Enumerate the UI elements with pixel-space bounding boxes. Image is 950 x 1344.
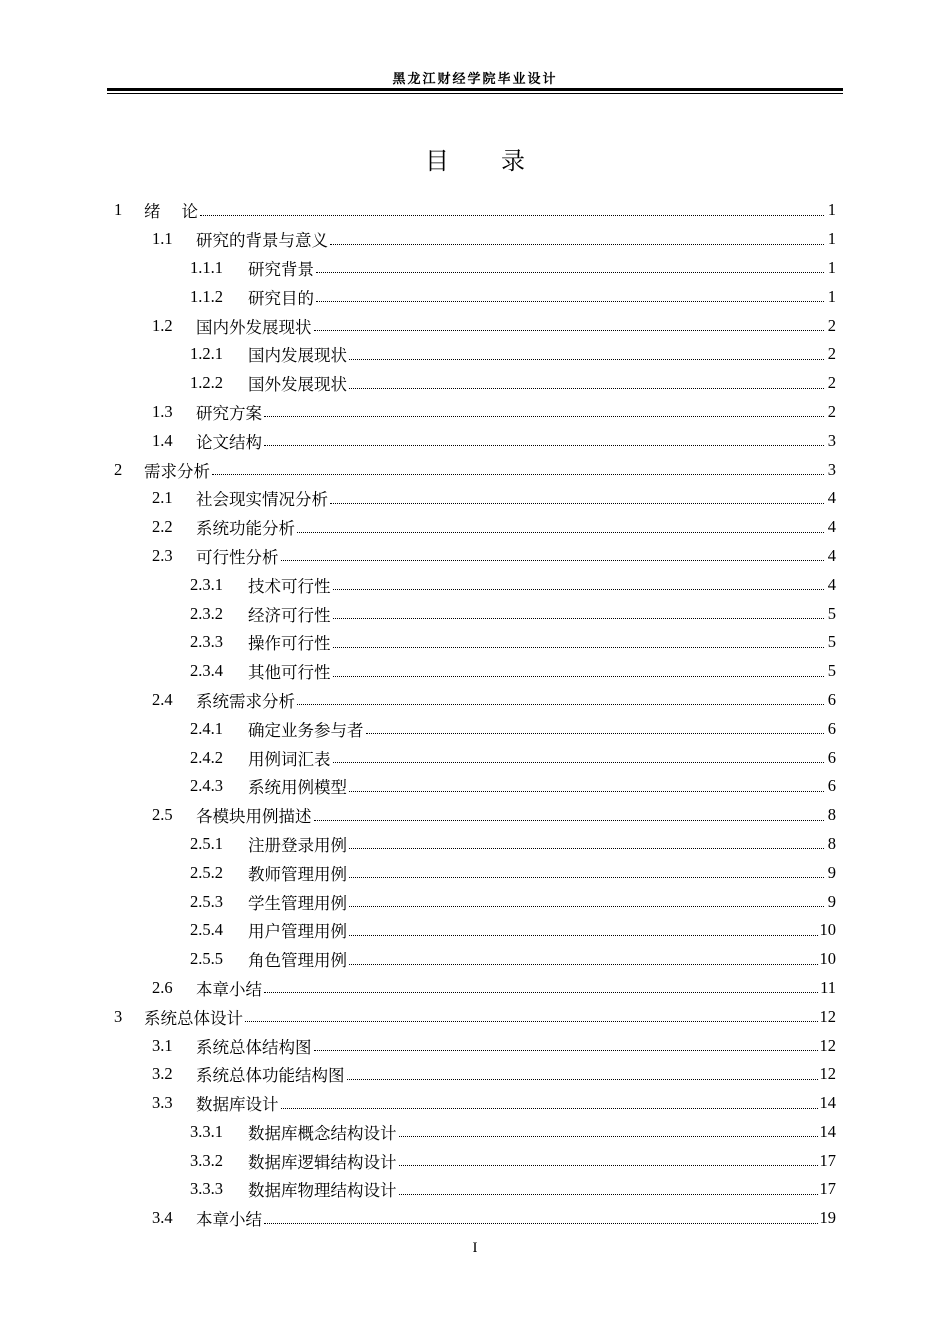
toc-entry-page: 10 [819, 920, 836, 940]
toc-entry-number: 3 [114, 1006, 123, 1026]
toc-entry-number: 1.1.2 [190, 286, 223, 306]
toc-entry[interactable] [0, 455, 950, 484]
toc-entry-number: 2.3.1 [190, 574, 223, 594]
toc-entry-page: 1 [827, 286, 836, 306]
toc-dot-leader [347, 1079, 818, 1080]
toc-entry-number: 1.3 [152, 401, 173, 421]
toc-dot-leader [349, 906, 824, 907]
toc-entry[interactable] [0, 369, 950, 398]
toc-entry[interactable] [0, 1002, 950, 1031]
toc-entry-title: 国内发展现状 [248, 346, 347, 366]
toc-entry[interactable] [0, 398, 950, 427]
toc-entry-title: 用户管理用例 [248, 922, 347, 942]
toc-entry[interactable] [0, 196, 950, 225]
toc-dot-leader [333, 762, 825, 763]
toc-entry[interactable] [0, 945, 950, 974]
toc-entry[interactable] [0, 801, 950, 830]
toc-entry[interactable] [0, 657, 950, 686]
toc-entry-number: 2.3 [152, 545, 173, 565]
toc-entry-page: 19 [819, 1208, 836, 1228]
toc-entry-page: 8 [827, 805, 836, 825]
toc-dot-leader [297, 532, 824, 533]
toc-entry-title: 数据库概念结构设计 [248, 1123, 397, 1143]
toc-dot-leader [399, 1136, 818, 1137]
toc-entry[interactable] [0, 916, 950, 945]
toc-entry[interactable] [0, 570, 950, 599]
toc-dot-leader [333, 676, 825, 677]
toc-entry-title: 数据库逻辑结构设计 [248, 1152, 397, 1172]
toc-dot-leader [366, 733, 825, 734]
toc-entry-page: 1 [827, 200, 836, 220]
toc-entry-number: 1 [114, 200, 123, 220]
toc-entry[interactable] [0, 282, 950, 311]
toc-dot-leader [281, 1108, 818, 1109]
toc-entry[interactable] [0, 1089, 950, 1118]
toc-entry-title: 研究目的 [248, 288, 314, 308]
toc-entry-page: 2 [827, 344, 836, 364]
toc-entry-number: 3.3.1 [190, 1121, 223, 1141]
toc-dot-leader [264, 1223, 818, 1224]
toc-entry-title: 研究的背景与意义 [196, 231, 328, 251]
toc-entry-page: 6 [827, 747, 836, 767]
toc-entry-page: 6 [827, 689, 836, 709]
toc-dot-leader [264, 992, 818, 993]
toc-entry[interactable] [0, 599, 950, 628]
toc-entry-number: 2.3.3 [190, 632, 223, 652]
toc-entry-number: 2.4.1 [190, 718, 223, 738]
toc-entry-title: 确定业务参与者 [248, 720, 364, 740]
toc-entry[interactable] [0, 1146, 950, 1175]
toc-entry-page: 3 [827, 459, 836, 479]
toc-entry-page: 3 [827, 430, 836, 450]
toc-entry[interactable] [0, 830, 950, 859]
header-rule-thick [107, 88, 843, 91]
toc-entry-page: 2 [827, 401, 836, 421]
toc-dot-leader [333, 589, 825, 590]
toc-dot-leader [330, 503, 824, 504]
toc-entry-title: 需求分析 [144, 461, 210, 481]
toc-entry-title: 系统总体功能结构图 [196, 1066, 345, 1086]
toc-entry-number: 3.3.3 [190, 1179, 223, 1199]
toc-entry-number: 1.4 [152, 430, 173, 450]
toc-entry-page: 14 [819, 1093, 836, 1113]
toc-entry-number: 3.3 [152, 1093, 173, 1113]
table-of-contents [0, 196, 950, 1233]
toc-entry-title: 社会现实情况分析 [196, 490, 328, 510]
toc-entry-number: 3.2 [152, 1064, 173, 1084]
toc-entry-page: 6 [827, 718, 836, 738]
toc-entry[interactable] [0, 974, 950, 1003]
toc-dot-leader [349, 877, 824, 878]
toc-entry-title: 本章小结 [196, 979, 262, 999]
toc-dot-leader [281, 560, 825, 561]
toc-entry-title: 经济可行性 [248, 605, 331, 625]
toc-dot-leader [212, 474, 824, 475]
toc-entry-title: 教师管理用例 [248, 864, 347, 884]
toc-entry-number: 2.5.4 [190, 920, 223, 940]
toc-entry[interactable] [0, 858, 950, 887]
header-rule-thin [107, 93, 843, 94]
toc-dot-leader [314, 820, 825, 821]
toc-entry[interactable] [0, 628, 950, 657]
toc-entry-number: 3.4 [152, 1208, 173, 1228]
toc-entry[interactable] [0, 887, 950, 916]
toc-entry-page: 5 [827, 661, 836, 681]
page-number: I [472, 1240, 478, 1256]
toc-dot-leader [349, 848, 824, 849]
toc-entry-title: 系统总体设计 [144, 1008, 243, 1028]
toc-title: 目录 [425, 147, 577, 175]
toc-dot-leader [330, 244, 824, 245]
page-header-title: 黑龙江财经学院毕业设计 [392, 72, 558, 87]
toc-entry-number: 2.3.2 [190, 603, 223, 623]
toc-dot-leader [264, 445, 824, 446]
toc-dot-leader [316, 301, 824, 302]
toc-entry-page: 1 [827, 257, 836, 277]
toc-entry-title: 论文结构 [196, 432, 262, 452]
toc-dot-leader [297, 704, 824, 705]
toc-entry-title: 国外发展现状 [248, 375, 347, 395]
toc-entry-number: 3.3.2 [190, 1150, 223, 1170]
toc-entry[interactable] [0, 686, 950, 715]
toc-entry[interactable] [0, 743, 950, 772]
toc-dot-leader [349, 791, 824, 792]
toc-entry-page: 2 [827, 315, 836, 335]
toc-entry-page: 1 [827, 229, 836, 249]
toc-dot-leader [333, 647, 825, 648]
toc-entry[interactable] [0, 513, 950, 542]
toc-dot-leader [316, 272, 824, 273]
toc-entry-number: 3.1 [152, 1035, 173, 1055]
toc-entry-page: 12 [819, 1064, 836, 1084]
toc-entry-page: 12 [819, 1006, 836, 1026]
toc-entry-number: 2 [114, 459, 123, 479]
toc-entry-number: 2.4 [152, 689, 173, 709]
toc-entry-number: 1.1.1 [190, 257, 223, 277]
toc-entry-title: 数据库设计 [196, 1095, 279, 1115]
toc-entry-title: 国内外发展现状 [196, 317, 312, 337]
toc-entry-number: 2.6 [152, 977, 173, 997]
toc-entry[interactable] [0, 254, 950, 283]
toc-dot-leader [349, 964, 818, 965]
toc-entry-title: 角色管理用例 [248, 951, 347, 971]
toc-entry[interactable] [0, 542, 950, 571]
toc-entry-page: 2 [827, 373, 836, 393]
toc-entry-page: 10 [819, 949, 836, 969]
toc-entry-number: 1.2.2 [190, 373, 223, 393]
toc-entry-page: 5 [827, 603, 836, 623]
toc-dot-leader [349, 388, 824, 389]
toc-entry-page: 12 [819, 1035, 836, 1055]
toc-entry-page: 5 [827, 632, 836, 652]
toc-entry-number: 1.2 [152, 315, 173, 335]
toc-entry-page: 4 [827, 488, 836, 508]
toc-dot-leader [200, 215, 824, 216]
toc-entry[interactable] [0, 1204, 950, 1233]
toc-entry-page: 17 [819, 1150, 836, 1170]
toc-dot-leader [314, 330, 825, 331]
toc-entry-page: 9 [827, 891, 836, 911]
toc-entry-title: 系统功能分析 [196, 519, 295, 539]
toc-entry-page: 9 [827, 862, 836, 882]
toc-entry-title: 系统用例模型 [248, 778, 347, 798]
toc-dot-leader [399, 1194, 818, 1195]
toc-entry-number: 2.4.2 [190, 747, 223, 767]
toc-entry-number: 2.5.3 [190, 891, 223, 911]
toc-entry-page: 8 [827, 833, 836, 853]
toc-entry[interactable] [0, 1060, 950, 1089]
toc-entry-title: 数据库物理结构设计 [248, 1181, 397, 1201]
toc-entry[interactable] [0, 1031, 950, 1060]
toc-entry-page: 4 [827, 574, 836, 594]
toc-entry-number: 2.5.2 [190, 862, 223, 882]
toc-entry-title: 技术可行性 [248, 576, 331, 596]
toc-entry-title: 注册登录用例 [248, 835, 347, 855]
toc-entry[interactable] [0, 340, 950, 369]
toc-dot-leader [245, 1021, 818, 1022]
toc-entry-title: 绪 论 [144, 202, 198, 222]
toc-entry[interactable] [0, 225, 950, 254]
toc-entry-title: 系统总体结构图 [196, 1037, 312, 1057]
toc-entry-title: 可行性分析 [196, 547, 279, 567]
toc-entry-number: 1.1 [152, 229, 173, 249]
toc-entry[interactable] [0, 714, 950, 743]
toc-entry-number: 2.1 [152, 488, 173, 508]
toc-dot-leader [314, 1050, 818, 1051]
toc-entry-number: 2.3.4 [190, 661, 223, 681]
toc-entry-number: 2.5 [152, 805, 173, 825]
toc-entry-title: 研究背景 [248, 259, 314, 279]
toc-entry-page: 17 [819, 1179, 836, 1199]
toc-entry[interactable] [0, 772, 950, 801]
toc-entry[interactable] [0, 484, 950, 513]
toc-entry-number: 2.5.5 [190, 949, 223, 969]
toc-entry-title: 用例词汇表 [248, 749, 331, 769]
toc-entry-number: 1.2.1 [190, 344, 223, 364]
toc-entry[interactable] [0, 1175, 950, 1204]
toc-entry-page: 4 [827, 517, 836, 537]
toc-entry-number: 2.2 [152, 517, 173, 537]
toc-entry[interactable] [0, 426, 950, 455]
toc-entry-page: 11 [820, 977, 836, 997]
toc-entry-title: 各模块用例描述 [196, 807, 312, 827]
toc-dot-leader [264, 416, 824, 417]
toc-entry-title: 操作可行性 [248, 634, 331, 654]
toc-entry-number: 2.5.1 [190, 833, 223, 853]
toc-entry-page: 6 [827, 776, 836, 796]
toc-entry-title: 其他可行性 [248, 663, 331, 683]
toc-dot-leader [349, 935, 818, 936]
toc-dot-leader [399, 1165, 818, 1166]
toc-dot-leader [333, 618, 825, 619]
toc-entry-title: 系统需求分析 [196, 691, 295, 711]
toc-entry-number: 2.4.3 [190, 776, 223, 796]
toc-entry-title: 学生管理用例 [248, 893, 347, 913]
toc-dot-leader [349, 359, 824, 360]
toc-entry-page: 14 [819, 1121, 836, 1141]
toc-entry[interactable] [0, 311, 950, 340]
toc-entry-page: 4 [827, 545, 836, 565]
toc-entry-title: 本章小结 [196, 1210, 262, 1230]
toc-entry[interactable] [0, 1118, 950, 1147]
toc-entry-title: 研究方案 [196, 403, 262, 423]
